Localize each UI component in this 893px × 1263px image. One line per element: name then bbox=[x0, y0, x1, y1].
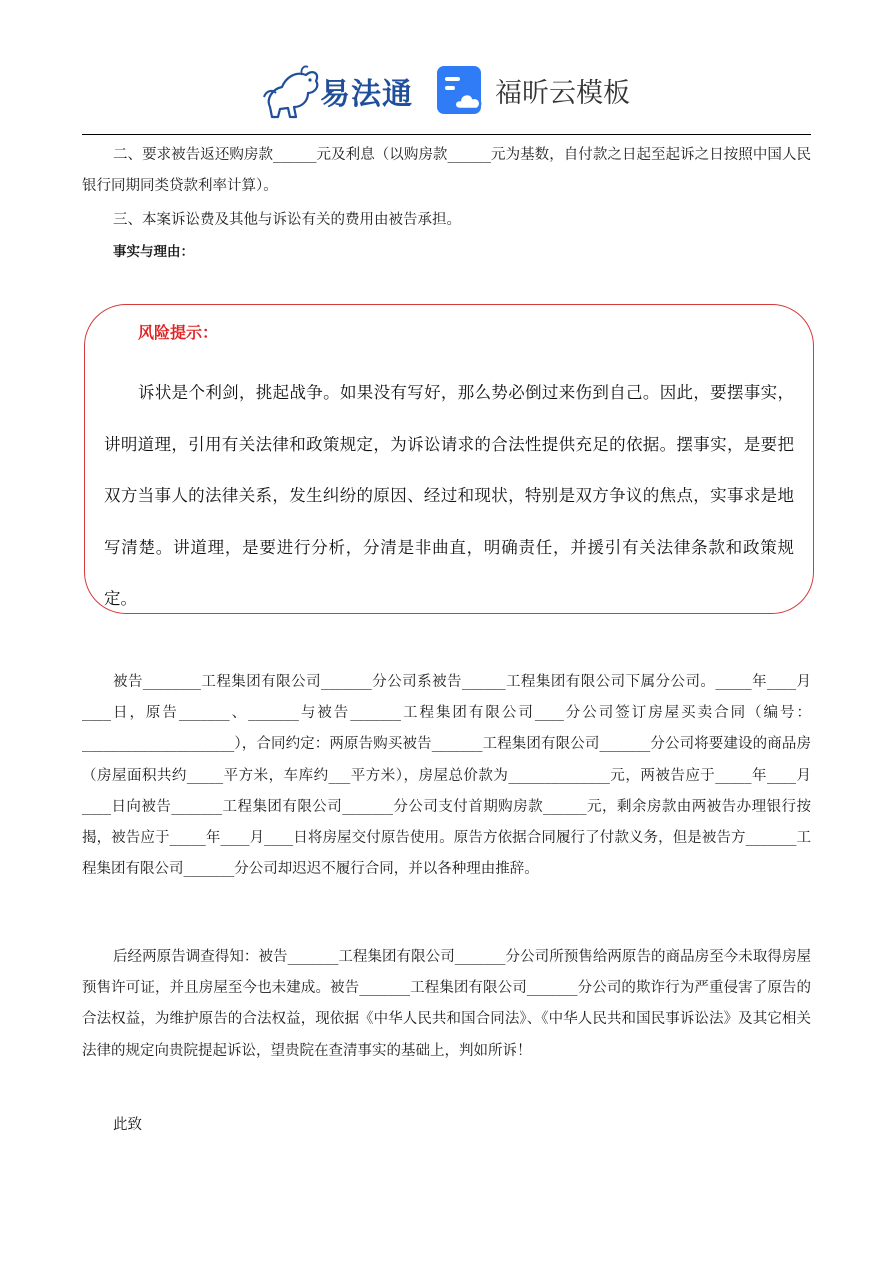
risk-notice-text: 诉状是个利剑，挑起战争。如果没有写好，那么势必倒过来伤到自己。因此，要摆事实，讲明道理，引用有关法律和政策规定，为诉讼请求的合法性提供充足的依据。摆事实，是要把双方当事人的法律关系，发生纠纷的原因、经过和现状，特别是双方争议的焦点，实事求是地写清楚。讲道理，是要进行分析，分清是非曲直，明确责任，并援引有关法律条款和政策规定。 bbox=[104, 383, 794, 608]
claim-paragraph-3: 三、本案诉讼费及其他与诉讼有关的费用由被告承担。 bbox=[113, 212, 461, 228]
header-divider bbox=[82, 134, 811, 135]
logo-fuxin-text: 福昕云模板 bbox=[495, 78, 630, 109]
closing-salutation: 此致 bbox=[113, 1117, 142, 1133]
risk-notice-title: 风险提示： bbox=[138, 323, 219, 342]
page-header bbox=[0, 55, 893, 130]
claim-paragraph-2: 二、要求被告返还购房款______元及利息（以购房款______元为基数，自付款之日起至起诉之日按照中国人民银行同期同类贷款利率计算）。 bbox=[82, 147, 811, 195]
facts-paragraph-2: 后经两原告调查得知：被告_______工程集团有限公司_______分公司所预售给两原告的商品房至今未取得房屋预售许可证，并且房屋至今也未建成。被告_______工程集团有限公司_______分公司的欺诈行为严重侵害了原告的合法权益，为维护原告的合法权益，现依据《中华人民共和国合同法》、《中华人民共和国民事诉讼法》及其它相关法律的规定向贵院提起诉讼，望贵院在查清事实的基础上，判如所诉！ bbox=[82, 949, 811, 1059]
cloud-template-logo-icon bbox=[436, 65, 486, 117]
facts-paragraph-1: 被告________工程集团有限公司_______分公司系被告______工程集团有限公司下属分公司。_____年____月____日，原告_______、_______与被告_______工程集团有限公司____分公司签订房屋买卖合同（编号：_____________________），合同约定：两原告购买被告_______工程集团有限公司_______分公司将要建设的商品房（房屋面积共约_____平方米，车库约___平方米），房屋总价款为______________元，两被告应于_____年____月____日向被告_______工程集团有限公司_______分公司支付首期购房款______元，剩余房款由两被告办理银行按揭，被告应于_____年____月____日将房屋交付原告使用。原告方依据合同履行了付款义务，但是被告方_______工程集团有限公司_______分公司却迟迟不履行合同，并以各种理由推辞。 bbox=[82, 674, 811, 878]
logo-yifatong-text: 易法通 bbox=[320, 77, 413, 112]
facts-heading: 事实与理由： bbox=[113, 244, 194, 260]
qilin-logo-icon bbox=[262, 63, 324, 121]
